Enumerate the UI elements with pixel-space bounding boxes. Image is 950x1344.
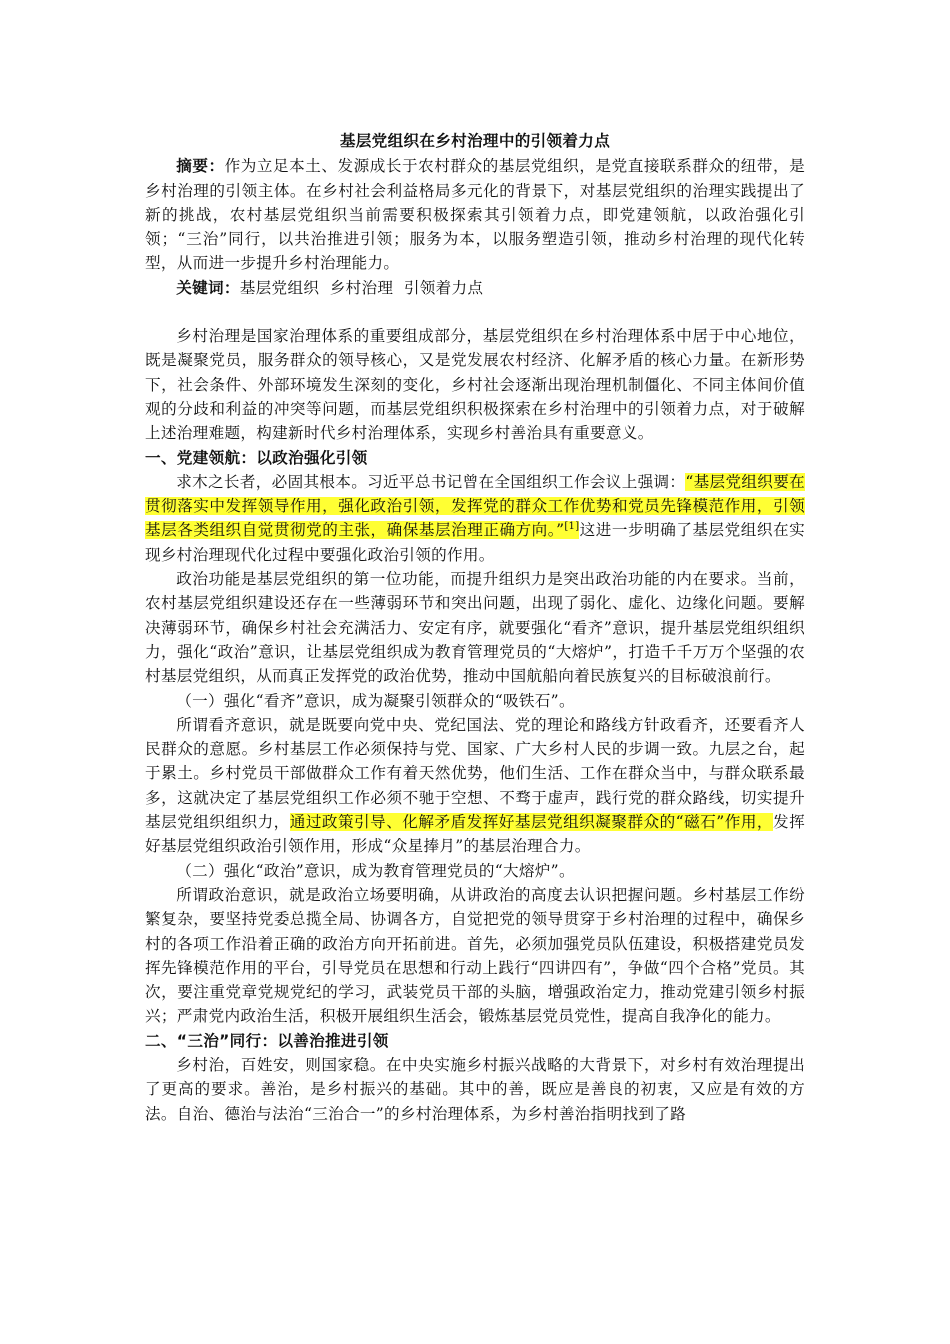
section1-paragraph-1 [145,470,805,567]
abstract-label: 摘要： [176,157,225,176]
reference-marker: [1] [564,521,580,533]
section1-heading: 一、党建领航：以政治强化引领 [145,448,368,467]
abstract-text: 作为立足本土、发源成长于农村群众的基层党组织，是党直接联系群众的纽带，是乡村治理的引领主体。在乡村社会利益格局多元化的背景下，对基层党组织的治理实践提出了新的挑战，农村基层党组织当前需要积极探索其引领着力点，即党建领航，以政治强化引领；“三治”同行，以共治推进引领；服务为本，以服务塑造引领，推动乡村治理的现代化转型，从而进一步提升乡村治理能力。 [145,157,805,273]
intro-paragraph: 乡村治理是国家治理体系的重要组成部分，基层党组织在乡村治理体系中居于中心地位，既是凝聚党员，服务群众的领导核心，又是党发展农村经济、化解矛盾的核心力量。在新形势下，社会条件、外部环境发生深刻的变化，乡村社会逐渐出现治理机制僵化、不同主体间价值观的分歧和利益的冲突等问题，而基层党组织积极探索在乡村治理中的引领着力点，对于破解上述治理难题，构建新时代乡村治理体系，实现乡村善治具有重要意义。 [145,327,805,443]
section1-p3-text-after: 发挥好基层党组织政治引领作用，形成“众星捧月”的基层治理合力。 [145,813,805,856]
abstract-paragraph [145,154,805,275]
section1-p3-highlight: 通过政策引导、化解矛盾发挥好基层党组织凝聚群众的“磁石”作用， [289,813,774,832]
section1-p3-text-before: 所谓看齐意识，就是既要向党中央、党纪国法、党的理论和路线方针政看齐，还要看齐人民群众的意愿。乡村基层工作必须保持与党、国家、广大乡村人民的步调一致。九层之台，起于累土。乡村党员干部做群众工作有着天然优势，他们生活、工作在群众当中，与群众联系最多，这就决定了基层党组织工作必须不驰于空想、不骛于虚声，践行党的群众路线，切实提升基层党组织组织力， [145,715,805,832]
document-page [145,129,805,1126]
section1-subheading-1: （一）强化“看齐”意识，成为凝聚引领群众的“吸铁石”。 [176,691,575,710]
document-title: 基层党组织在乡村治理中的引领着力点 [339,132,611,150]
section1-subheading-2: （二）强化“政治”意识，成为教育管理党员的“大熔炉”。 [176,861,575,880]
section1-p1-text-after: 这进一步明确了基层党组织在实现乡村治理现代化过程中要强化政治引领的作用。 [145,521,805,564]
section1-paragraph-2: 政治功能是基层党组织的第一位功能，而提升组织力是突出政治功能的内在要求。当前，农村基层党组织建设还存在一些薄弱环节和突出问题，出现了弱化、虚化、边缘化问题。要解决薄弱环节，确保乡村社会充满活力、安定有序，就要强化“看齐”意识，提升基层党组织组织力，强化“政治”意识，让基层党组织成为教育管理党员的“大熔炉”，打造千千万万个坚强的农村基层党组织，从而真正发挥党的政治优势，推动中国航船向着民族复兴的目标破浪前行。 [145,570,805,686]
keywords-text: 基层党组织 乡村治理 引领着力点 [239,278,484,297]
section2-heading: 二、“三治”同行：以善治推进引领 [145,1031,389,1050]
section1-paragraph-3 [145,713,805,859]
keywords-paragraph [145,276,805,300]
section1-p1-text-before: 求木之长者，必固其根本。习近平总书记曾在全国组织工作会议上强调： [176,472,686,491]
quote-text: “基层党组织要在贯彻落实中发挥领导作用，强化政治引领，发挥党的群众工作优势和党员先锋模范作用，引领基层各类组织自觉贯彻党的主张，确保基层治理正确方向。” [145,472,805,540]
keywords-label: 关键词： [176,278,240,297]
section2-paragraph-1: 乡村治，百姓安，则国家稳。在中央实施乡村振兴战略的大背景下，对乡村有效治理提出了更高的要求。善治，是乡村振兴的基础。其中的善，既应是善良的初衷，又应是有效的方法。自治、德治与法治“三治合一”的乡村治理体系，为乡村善治指明找到了路 [145,1055,805,1123]
section1-paragraph-4: 所谓政治意识，就是政治立场要明确，从讲政治的高度去认识把握问题。乡村基层工作纷繁复杂，要坚持党委总揽全局、协调各方，自觉把党的领导贯穿于乡村治理的过程中，确保乡村的各项工作沿着正确的政治方向开拓前进。首先，必须加强党员队伍建设，积极搭建党员发挥先锋模范作用的平台，引导党员在思想和行动上践行“四讲四有”，争做“四个合格”党员。其次，要注重党章党规党纪的学习，武装党员干部的头脑，增强政治定力，推动党建引领乡村振兴；严肃党内政治生活，积极开展组织生活会，锻炼基层党员党性，提高自我净化的能力。 [145,885,805,1026]
blank-line [145,300,805,324]
